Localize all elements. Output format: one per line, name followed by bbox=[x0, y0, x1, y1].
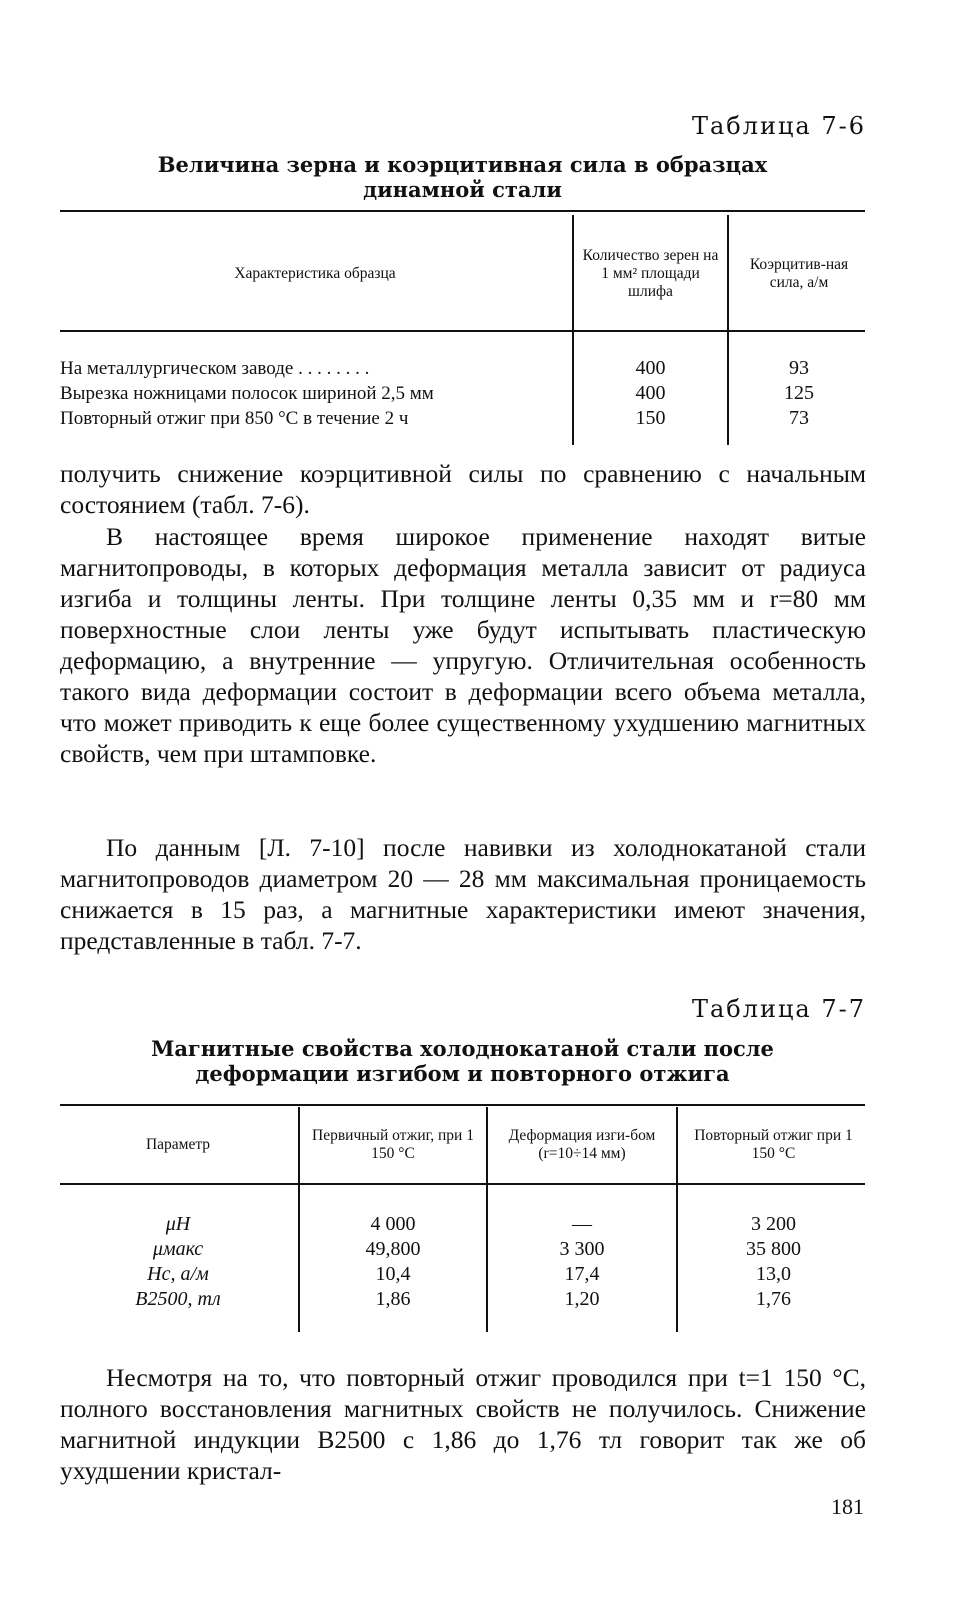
table2-row-3-repeat: 13,0 bbox=[756, 1263, 791, 1285]
table2-row-1-param: μH bbox=[165, 1213, 191, 1235]
table2-header-parameter: Параметр bbox=[145, 1136, 211, 1153]
table1-row-2-force: 125 bbox=[784, 382, 814, 404]
paragraph-1: получить снижение коэрцитивной силы по сравнению с начальным состоянием (табл. 7-6). bbox=[60, 459, 866, 519]
page-number: 181 bbox=[831, 1494, 864, 1519]
table2-row-1-deformation: — bbox=[572, 1213, 592, 1235]
table2-row-2-repeat: 35 800 bbox=[746, 1238, 801, 1260]
table2-divider-2 bbox=[486, 1107, 488, 1332]
table2-row-4-repeat: 1,76 bbox=[756, 1288, 791, 1310]
table1-header-characteristic: Характеристика образца bbox=[234, 265, 396, 282]
table1-label: Таблица 7-6 bbox=[691, 112, 866, 140]
table1-title bbox=[60, 152, 865, 202]
table2-row-1-repeat: 3 200 bbox=[751, 1213, 796, 1235]
table2-row-2-primary: 49,800 bbox=[365, 1238, 421, 1260]
table1-row-2-label: Вырезка ножницами полосок шириной 2,5 мм bbox=[60, 383, 434, 404]
table2-divider-1 bbox=[298, 1107, 300, 1332]
table1-header-rule bbox=[60, 330, 865, 332]
table2-row-4-deformation: 1,20 bbox=[564, 1288, 600, 1310]
table2-label: Таблица 7-7 bbox=[691, 995, 866, 1023]
table2-header-primary: Первичный отжиг, при 1 150 °С bbox=[312, 1127, 474, 1162]
table2-row-1-primary: 4 000 bbox=[370, 1213, 416, 1235]
table2-header-deformation: Деформация изги-бом (r=10÷14 мм) bbox=[508, 1127, 656, 1162]
table2-header-repeat: Повторный отжиг при 1 150 °С bbox=[694, 1127, 853, 1162]
table2-title bbox=[60, 1036, 865, 1086]
table2-title-line2: деформации изгибом и повторного отжига bbox=[195, 1061, 730, 1086]
table2-row-3-primary: 10,4 bbox=[375, 1263, 411, 1285]
table2-top-rule bbox=[60, 1104, 865, 1106]
table1-row-1-label: На металлургическом заводе . . . . . . . . bbox=[60, 358, 370, 379]
table2-row-3-param: Hc, а/м bbox=[147, 1263, 209, 1285]
paragraph-3: По данным [Л. 7-10] после навивки из холоднокатаной стали магнитопроводов диаметром 20 — 28 мм максимальная проницаемость снижается в 15 раз, а магнитные характеристики имеют значения, представленные в табл. 7-7. bbox=[60, 833, 866, 955]
table1-row-1-grains: 400 bbox=[635, 357, 666, 379]
table2-row-4-param: B2500, тл bbox=[135, 1288, 221, 1310]
table1-top-rule bbox=[60, 210, 865, 212]
table1-header-grains: Количество зерен на 1 мм² площади шлифа bbox=[582, 247, 719, 300]
table2-title-line1: Магнитные свойства холоднокатаной стали после bbox=[151, 1036, 774, 1061]
table2-header-rule bbox=[60, 1183, 865, 1185]
paragraph-4: Несмотря на то, что повторный отжиг проводился при t=1 150 °С, полного восстановления магнитных свойств не получилось. Снижение магнитной индукции B2500 с 1,86 до 1,76 тл говорит так же об ухудшении кристал- bbox=[60, 1363, 866, 1485]
paragraph-2: В настоящее время широкое применение находят витые магнитопроводы, в которых деформация металла зависит от радиуса изгиба и толщины ленты. При толщине ленты 0,35 мм и r=80 мм поверхностные слои ленты уже будут испытывать пластическую деформацию, а внутренние — упругую. Отличительная особенность такого вида деформации состоит в деформации всего объема металла, что может приводить к еще более существенному ухудшению магнитных свойств, чем при штамповке. bbox=[60, 522, 866, 768]
table1-row-3-force: 73 bbox=[789, 407, 809, 429]
table1-row-2-grains: 400 bbox=[635, 382, 666, 404]
table1-title-line1: Величина зерна и коэрцитивная сила в образцах bbox=[157, 152, 768, 177]
table2-row-3-deformation: 17,4 bbox=[564, 1263, 600, 1285]
table1-row-3-grains: 150 bbox=[635, 407, 666, 429]
table2-row-2-deformation: 3 300 bbox=[559, 1238, 605, 1260]
table1-header-force: Коэрцитив-ная сила, а/м bbox=[749, 256, 849, 291]
table1-row-3-label: Повторный отжиг при 850 °С в течение 2 ч bbox=[60, 408, 409, 429]
table1-title-line2: динамной стали bbox=[363, 177, 562, 202]
table2-row-2-param: μмакс bbox=[152, 1238, 204, 1260]
table1-row-1-force: 93 bbox=[789, 357, 809, 379]
table2-row-4-primary: 1,86 bbox=[375, 1288, 411, 1310]
table2-divider-3 bbox=[676, 1107, 678, 1332]
